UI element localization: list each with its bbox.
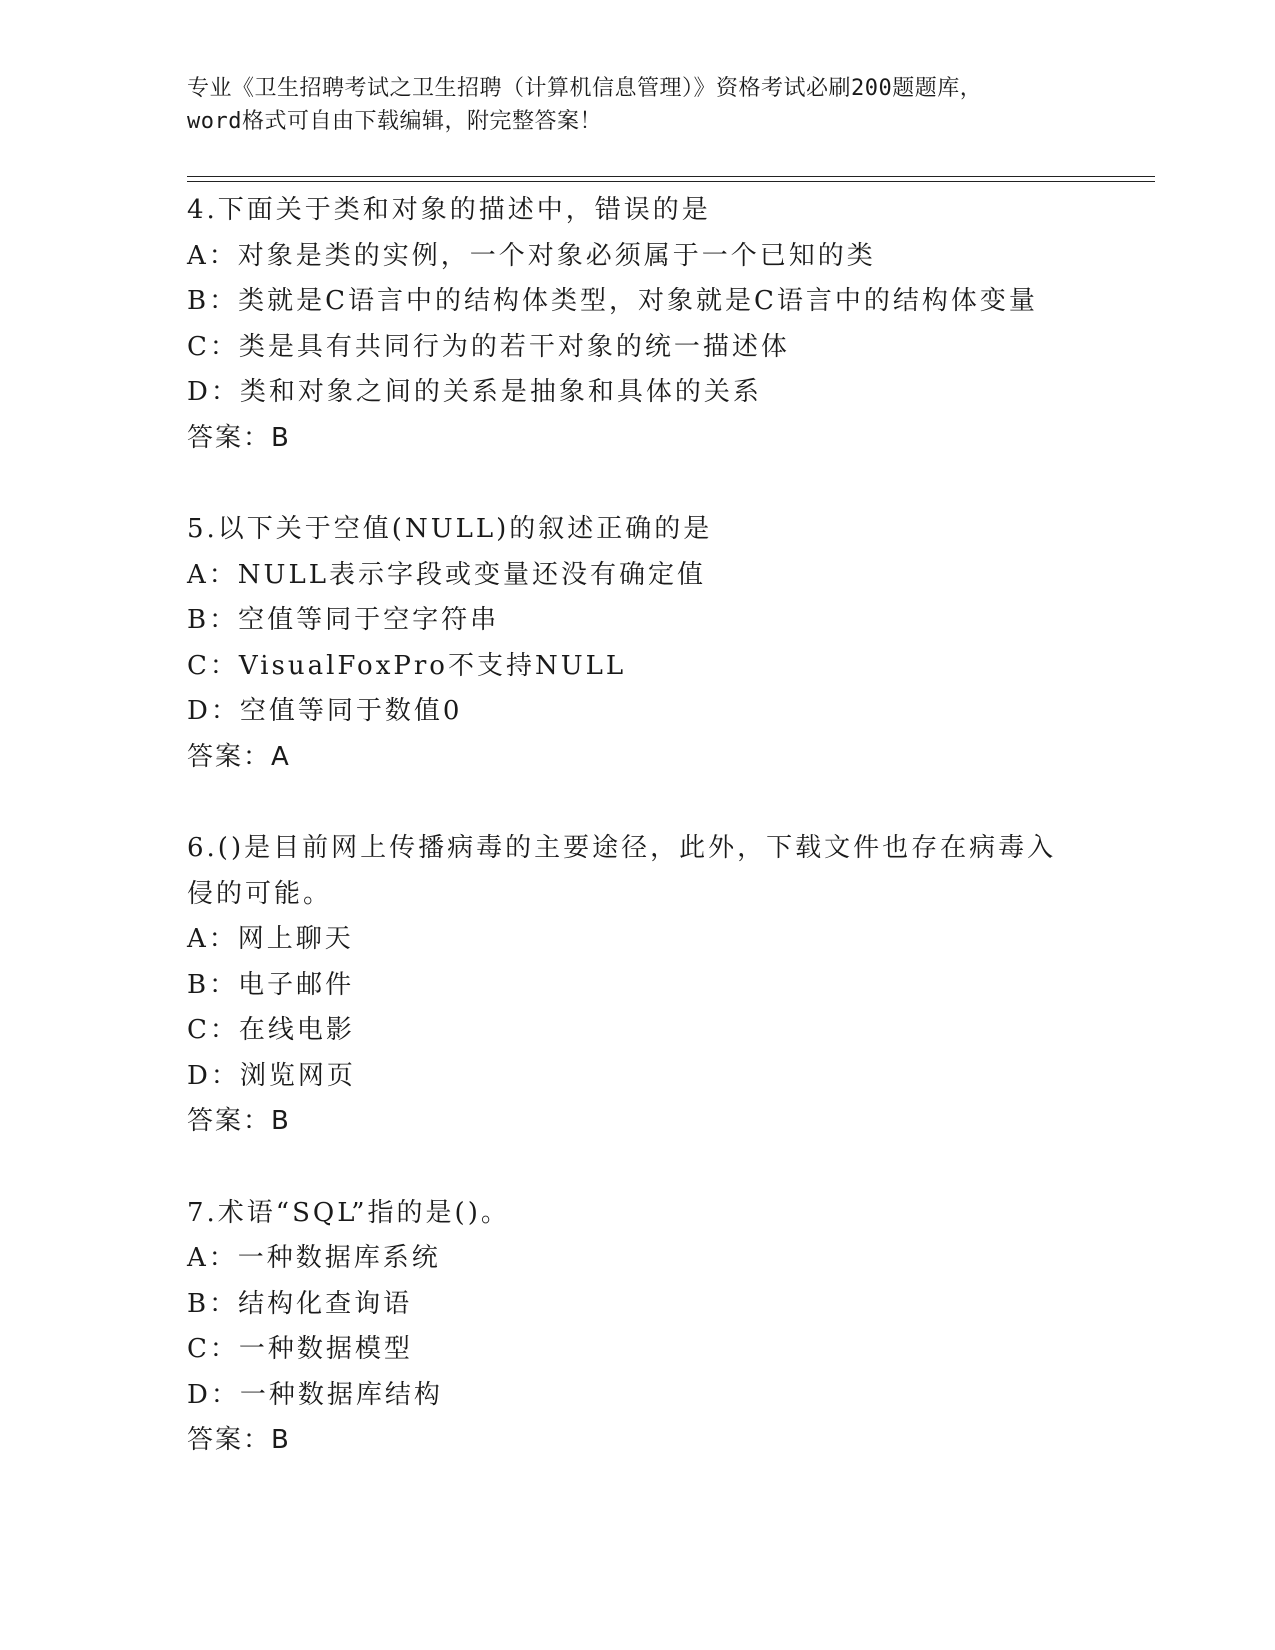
option-b: B：空值等同于空字符串: [187, 605, 500, 635]
option-c: C：一种数据模型: [187, 1334, 413, 1364]
option-a: A：对象是类的实例，一个对象必须属于一个已知的类: [187, 240, 876, 271]
option-d: D：空值等同于数值0: [187, 696, 463, 726]
answer-label: 答案：A: [187, 741, 291, 772]
answer-label: 答案：B: [187, 1106, 291, 1136]
question-text: 4.下面关于类和对象的描述中，错误的是: [187, 195, 711, 225]
option-a: A：一种数据库系统: [187, 1243, 441, 1273]
question-list: [187, 188, 1087, 1510]
question-text: 7.术语“SQL”指的是()。: [187, 1197, 510, 1228]
option-c: C：VisualFoxPro不支持NULL: [187, 650, 627, 681]
option-b: B：类就是C语言中的结构体类型，对象就是C语言中的结构体变量: [187, 286, 1038, 316]
answer-label: 答案：B: [187, 1425, 291, 1455]
option-c: C：在线电影: [187, 1015, 355, 1045]
answer-label: 答案：B: [187, 422, 291, 453]
option-d: D：浏览网页: [187, 1060, 356, 1091]
header-line-1: 专业《卫生招聘考试之卫生招聘（计算机信息管理）》资格考试必刷200题题库，: [187, 76, 983, 101]
option-b: B：电子邮件: [187, 969, 355, 1000]
option-a: A：网上聊天: [187, 924, 354, 954]
question-6: [187, 826, 1087, 1145]
header-line-2: word格式可自由下载编辑，附完整答案！: [187, 109, 602, 134]
option-c: C：类是具有共同行为的若干对象的统一描述体: [187, 331, 790, 362]
question-5: [187, 507, 1087, 780]
document-header: [187, 72, 1087, 138]
header-divider-bottom: [187, 181, 1155, 182]
question-4: [187, 188, 1087, 461]
header-divider-top: [187, 176, 1155, 177]
option-b: B：结构化查询语: [187, 1288, 413, 1319]
option-d: D：一种数据库结构: [187, 1379, 443, 1410]
question-text: 6.()是目前网上传播病毒的主要途径，此外，下载文件也存在病毒入侵的可能。: [187, 833, 1057, 909]
question-text: 5.以下关于空值(NULL)的叙述正确的是: [187, 514, 713, 544]
option-d: D：类和对象之间的关系是抽象和具体的关系: [187, 377, 762, 407]
option-a: A：NULL表示字段或变量还没有确定值: [187, 559, 706, 590]
question-7: [187, 1191, 1087, 1464]
